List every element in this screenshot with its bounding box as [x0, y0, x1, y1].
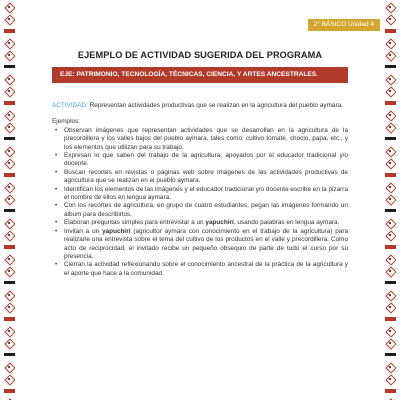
- border-diamond-motif: [4, 122, 15, 133]
- list-item-bold: yapuchiri: [102, 227, 131, 235]
- border-diamond-motif: [385, 86, 396, 97]
- border-diamond-motif: [385, 158, 396, 169]
- list-item-text: , usando palabras en lengua aymara.: [233, 219, 340, 227]
- border-diamond-motif: [385, 74, 396, 85]
- border-band: [4, 101, 15, 105]
- border-diamond-motif: [385, 254, 396, 265]
- examples-list: [52, 127, 348, 278]
- border-diamond-motif: [4, 374, 15, 385]
- page-title: EJEMPLO DE ACTIVIDAD SUGERIDA DEL PROGRAMA: [77, 50, 323, 60]
- list-item-bold: yapuchiri: [205, 219, 234, 227]
- border-diamond-motif: [4, 2, 15, 13]
- border-band: [385, 245, 396, 249]
- border-diamond-motif: [385, 50, 396, 61]
- border-diamond-motif: [385, 122, 396, 133]
- border-diamond-motif: [4, 302, 15, 313]
- border-diamond-motif: [4, 266, 15, 277]
- border-diamond-motif: [4, 14, 15, 25]
- border-diamond-motif: [385, 14, 396, 25]
- border-diamond-motif: [385, 146, 396, 157]
- border-band: [385, 353, 396, 356]
- border-diamond-motif: [385, 194, 396, 205]
- activity-label: ACTIVIDAD:: [52, 102, 88, 109]
- list-item-text: Invitan a un: [64, 227, 103, 235]
- list-item: [64, 219, 348, 227]
- border-diamond-motif: [385, 38, 396, 49]
- border-band: [4, 173, 15, 177]
- border-diamond-motif: [385, 290, 396, 301]
- list-item-text: (agricultor aymara con conocimiento en el trabajo de la agricultura) para realizarle una entrevista sobre el tema del cultivo de los productos en el valle y precordillera. Como acto de reciprocidad, el invitado recibe un pequeño obsequio de parte de todo el curso por su presencia.: [64, 227, 349, 260]
- border-band: [4, 317, 15, 321]
- border-diamond-motif: [385, 338, 396, 349]
- border-diamond-motif: [4, 362, 15, 373]
- border-band: [4, 245, 15, 249]
- left-decorative-border: [4, 0, 15, 400]
- border-diamond-motif: [4, 158, 15, 169]
- border-diamond-motif: [4, 146, 15, 157]
- border-band: [4, 389, 15, 393]
- border-diamond-motif: [4, 86, 15, 97]
- border-diamond-motif: [4, 74, 15, 85]
- border-diamond-motif: [4, 326, 15, 337]
- border-band: [385, 281, 396, 284]
- list-item: • Identifican los elementos de las imágenes y el educador tradicional y/o docente escribe en la pizarra el nombre de ellos en lengua aymara.: [64, 186, 348, 203]
- border-diamond-motif: [4, 182, 15, 193]
- border-diamond-motif: [385, 302, 396, 313]
- border-band: [4, 65, 15, 68]
- list-item: • Observan imágenes que representan actividades que se desarrollan en la agricultura de la precordillera y los valles bajos del pueblo aymara, tales como: cultivo tomate, choclo, papa, etc., y los elementos que utilizan para su trabajo.: [64, 127, 348, 152]
- border-diamond-motif: [385, 218, 396, 229]
- border-band: [4, 353, 15, 356]
- border-band: [4, 209, 15, 212]
- border-diamond-motif: [4, 38, 15, 49]
- list-item: • Cierran la actividad reflexionando sobre el conocimiento ancestral de la práctica de la agricultura y el aporte que hace a la comunidad.: [64, 261, 348, 278]
- grade-unit-badge: 2° BÁSICO Unidad 4: [308, 19, 380, 31]
- activity-content: [52, 102, 348, 278]
- right-decorative-border: [385, 0, 396, 400]
- eje-banner: EJE: PATRIMONIO, TECNOLOGÍA, TÉCNICAS, CIENCIA, Y ARTES ANCESTRALES.: [52, 67, 348, 83]
- border-diamond-motif: [4, 338, 15, 349]
- list-item: • Buscan recortes en revistas o páginas web sobre imágenes de las actividades productivas de agricultura que se realizan en el pueblo aymara.: [64, 169, 348, 186]
- border-diamond-motif: [4, 50, 15, 61]
- border-diamond-motif: [385, 110, 396, 121]
- border-diamond-motif: [385, 326, 396, 337]
- list-item: • Con los recortes de agricultura, en grupo de cuatro estudiantes, pegan las imágenes formando un álbum para describirlos.: [64, 202, 348, 219]
- border-diamond-motif: [4, 254, 15, 265]
- border-band: [385, 101, 396, 105]
- border-diamond-motif: [385, 2, 396, 13]
- border-diamond-motif: [4, 194, 15, 205]
- border-diamond-motif: [385, 230, 396, 241]
- border-diamond-motif: [4, 110, 15, 121]
- activity-text: Representan actividades productivas que se realizan en la agricultura del pueblo aymara.: [87, 102, 343, 109]
- border-diamond-motif: [385, 266, 396, 277]
- border-band: [385, 29, 396, 33]
- list-item-text: Elaboran preguntas simples para entrevistar a un: [64, 219, 206, 227]
- border-band: [4, 137, 15, 140]
- border-diamond-motif: [385, 362, 396, 373]
- activity-paragraph: [52, 102, 348, 110]
- border-band: [4, 281, 15, 284]
- border-diamond-motif: [4, 218, 15, 229]
- list-item: • Expresan lo que saben del trabajo de la agricultura, apoyados por el educador tradicional y/o docente.: [64, 152, 348, 169]
- border-band: [385, 65, 396, 68]
- border-band: [385, 209, 396, 212]
- border-band: [385, 389, 396, 393]
- border-band: [4, 29, 15, 33]
- border-diamond-motif: [4, 290, 15, 301]
- border-diamond-motif: [385, 182, 396, 193]
- border-band: [385, 173, 396, 177]
- examples-heading: Ejemplos:: [52, 118, 81, 126]
- list-item: [64, 228, 348, 262]
- border-diamond-motif: [385, 374, 396, 385]
- border-diamond-motif: [4, 230, 15, 241]
- border-band: [385, 137, 396, 140]
- border-band: [385, 317, 396, 321]
